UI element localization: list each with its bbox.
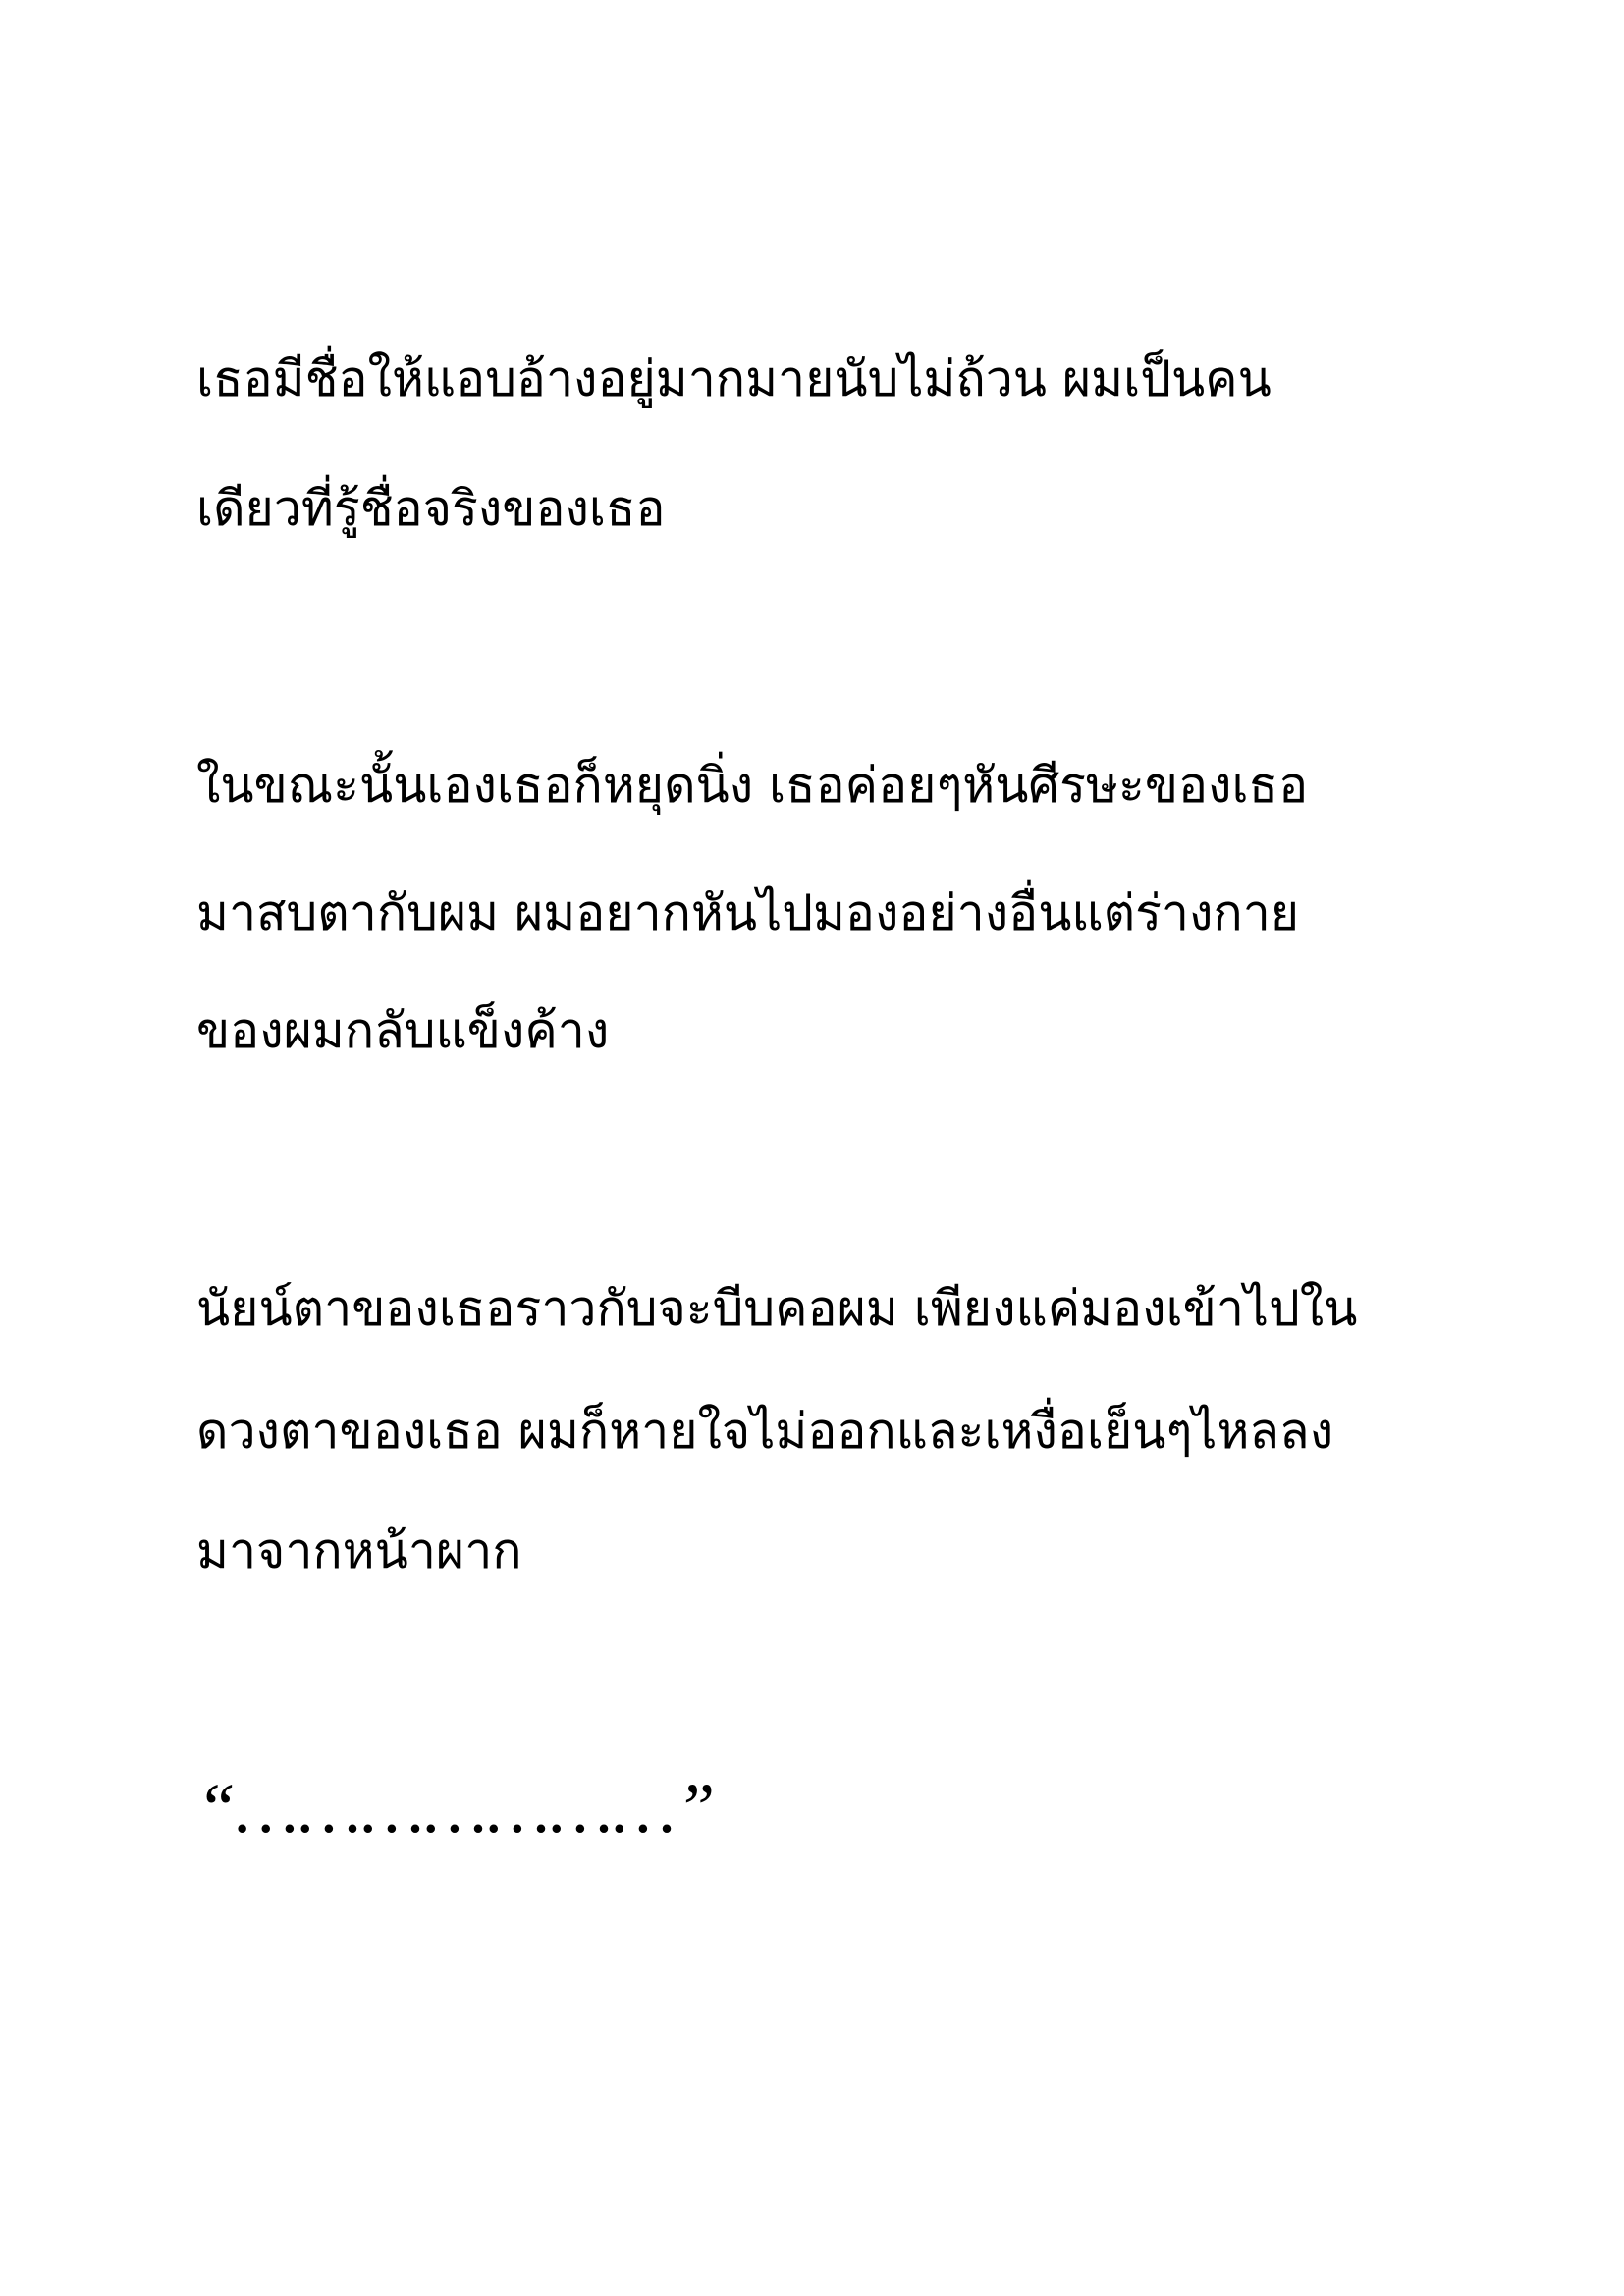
paragraph-2-line-1: ในขณะนั้นเองเธอก็หยุดนิ่ง เธอค่อยๆหันศีรษะของเธอ	[196, 757, 1309, 814]
paragraph-2-line-2: มาสบตากับผม ผมอยากหันไปมองอย่างอื่นแต่ร่างกาย	[196, 884, 1300, 941]
paragraph-3-line-3: มาจากหน้าผาก	[196, 1522, 522, 1579]
paragraph-1-line-2: เดียวที่รู้ชื่อจริงของเธอ	[196, 480, 666, 537]
paragraph-1-line-1: เธอมีชื่อให้แอบอ้างอยู่มากมายนับไม่ถ้วน ผมเป็นคน	[196, 350, 1272, 407]
paragraph-3-line-1: นัยน์ตาของเธอราวกับจะบีบคอผม เพียงแค่มองเข้าไปใน	[196, 1280, 1358, 1337]
paragraph-2-line-3: ของผมกลับแข็งค้าง	[196, 1002, 610, 1059]
ellipsis-quote: “…………………”	[196, 1769, 716, 1847]
paragraph-3-line-2: ดวงตาของเธอ ผมก็หายใจไม่ออกและเหงื่อเย็นๆไหลลง	[196, 1403, 1334, 1460]
